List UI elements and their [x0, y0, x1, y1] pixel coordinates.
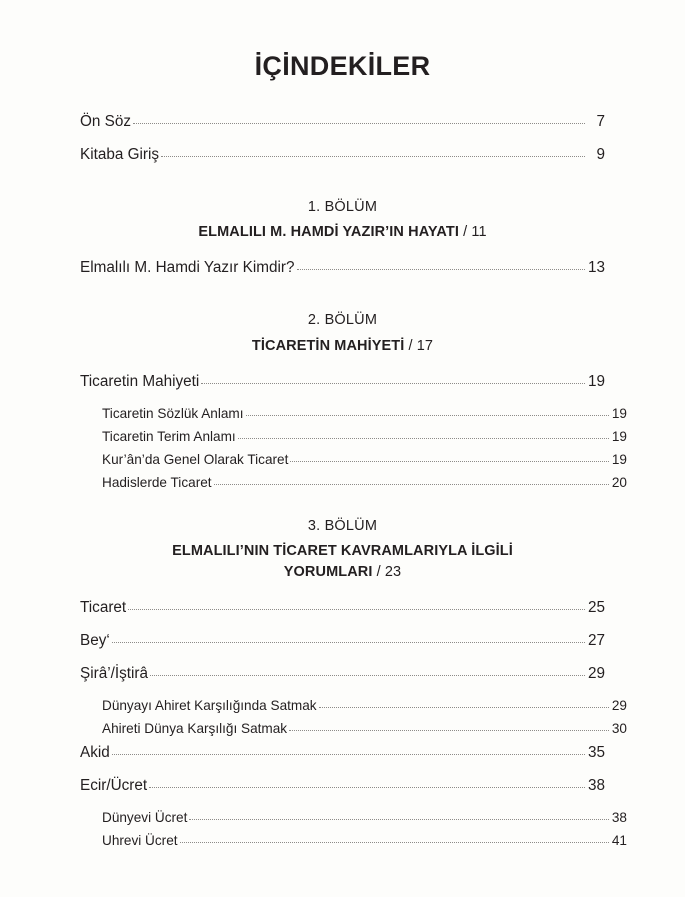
section-number: 1. BÖLÜM [307, 198, 378, 215]
toc-entry-page-number: 27 [587, 632, 605, 650]
dot-leader [238, 437, 609, 439]
dot-leader [161, 155, 585, 157]
toc-entry[interactable] [80, 453, 627, 476]
section-heading [80, 198, 605, 244]
toc-entry-page-number: 19 [587, 372, 605, 390]
spacer [80, 499, 605, 517]
dot-leader [150, 674, 585, 676]
toc-entry-label: Dünyayı Ahiret Karşılığında Satmak [102, 698, 317, 714]
toc-entry-label: Şirâ’/İştirâ [80, 665, 148, 683]
toc-entry-page-number: 20 [611, 474, 627, 490]
toc-entry[interactable] [80, 476, 627, 499]
toc-entry-page-number: 35 [587, 744, 605, 762]
spacer [80, 583, 605, 600]
section-page-number: / 11 [463, 224, 487, 241]
toc-entry-page-number: 29 [587, 665, 605, 683]
dot-leader [214, 483, 609, 485]
dot-leader [246, 414, 609, 416]
toc-entry-label: Bey‘ [80, 632, 110, 650]
dot-leader [133, 122, 585, 124]
toc-entry-page-number: 9 [596, 145, 605, 163]
toc-entry-page-number: 30 [611, 721, 627, 737]
toc-entry[interactable] [80, 430, 627, 453]
toc-entry-label: Akid [80, 744, 110, 762]
toc-entry-label: Ticaret [80, 599, 127, 617]
toc-entry-label: Uhrevi Ücret [102, 833, 178, 849]
toc-entry[interactable] [80, 778, 605, 811]
toc-entry[interactable] [80, 745, 605, 778]
toc-entry-page-number: 7 [596, 112, 605, 130]
dot-leader [201, 382, 585, 384]
dot-leader [180, 841, 609, 843]
toc-entries-container [80, 112, 627, 858]
toc-entry[interactable] [80, 666, 605, 699]
toc-list [80, 112, 627, 858]
section-title-text: ELMALILI M. HAMDİ YAZIR’IN HAYATI [198, 224, 459, 241]
section-number: 3. BÖLÜM [307, 517, 378, 534]
section-title-line [80, 336, 605, 357]
toc-entry-label: Ahireti Dünya Karşılığı Satmak [102, 721, 288, 737]
toc-entry-page-number: 19 [611, 405, 627, 421]
section-title-text: ELMALILI’NIN TİCARET KAVRAMLARIYLA İLGİLİ [172, 543, 513, 560]
toc-entry-page-number: 38 [587, 777, 605, 795]
toc-entry-page-number: 13 [587, 259, 605, 277]
dot-leader [189, 818, 609, 820]
section-title-text: YORUMLARI [283, 564, 373, 581]
section-title-line [80, 222, 605, 243]
dot-leader [297, 268, 586, 270]
section-title-line [80, 562, 605, 583]
spacer [80, 293, 605, 311]
spacer [80, 243, 605, 260]
spacer [80, 180, 605, 198]
toc-entry[interactable] [80, 114, 605, 147]
toc-entry-label: Elmalılı M. Hamdi Yazır Kimdir? [80, 259, 295, 277]
dot-leader [112, 753, 585, 755]
toc-entry-label: Ticaretin Terim Anlamı [102, 428, 236, 444]
section-title-line [80, 541, 605, 562]
toc-entry[interactable] [80, 811, 627, 834]
dot-leader [128, 608, 585, 610]
section-heading [80, 311, 605, 357]
dot-leader [112, 641, 585, 643]
toc-entry-page-number: 41 [611, 833, 627, 849]
dot-leader [289, 729, 609, 731]
toc-entry[interactable] [80, 722, 627, 745]
toc-entry-label: Ecir/Ücret [80, 777, 148, 795]
spacer [80, 357, 605, 374]
toc-entry[interactable] [80, 147, 605, 180]
toc-entry-page-number: 29 [611, 698, 627, 714]
toc-entry[interactable] [80, 699, 627, 722]
dot-leader [319, 706, 609, 708]
toc-entry-label: Ön Söz [80, 112, 132, 130]
toc-entry[interactable] [80, 834, 627, 857]
toc-entry-page-number: 25 [587, 599, 605, 617]
toc-entry[interactable] [80, 407, 627, 430]
section-number: 2. BÖLÜM [307, 312, 378, 329]
toc-entry-label: Ticaretin Mahiyeti [80, 372, 200, 390]
toc-entry[interactable] [80, 260, 605, 293]
section-page-number: / 23 [376, 564, 402, 581]
toc-entry-label: Hadislerde Ticaret [102, 474, 212, 490]
toc-entry-label: Ticaretin Sözlük Anlamı [102, 405, 244, 421]
dot-leader [149, 786, 585, 788]
toc-entry-page-number: 38 [611, 810, 627, 826]
toc-entry-label: Kur’ân’da Genel Olarak Ticaret [102, 451, 289, 467]
toc-entry[interactable] [80, 633, 605, 666]
toc-entry-label: Dünyevi Ücret [102, 810, 188, 826]
section-page-number: / 17 [408, 337, 434, 354]
page-title: İÇİNDEKİLER [254, 51, 431, 81]
toc-entry[interactable] [80, 600, 605, 633]
section-title-text: TİCARETİN MAHİYETİ [251, 337, 405, 354]
section-heading [80, 517, 605, 584]
toc-entry-label: Kitaba Giriş [80, 145, 160, 163]
dot-leader [290, 460, 609, 462]
toc-entry-page-number: 19 [611, 451, 627, 467]
toc-entry-page-number: 19 [611, 428, 627, 444]
toc-entry[interactable] [80, 374, 605, 407]
